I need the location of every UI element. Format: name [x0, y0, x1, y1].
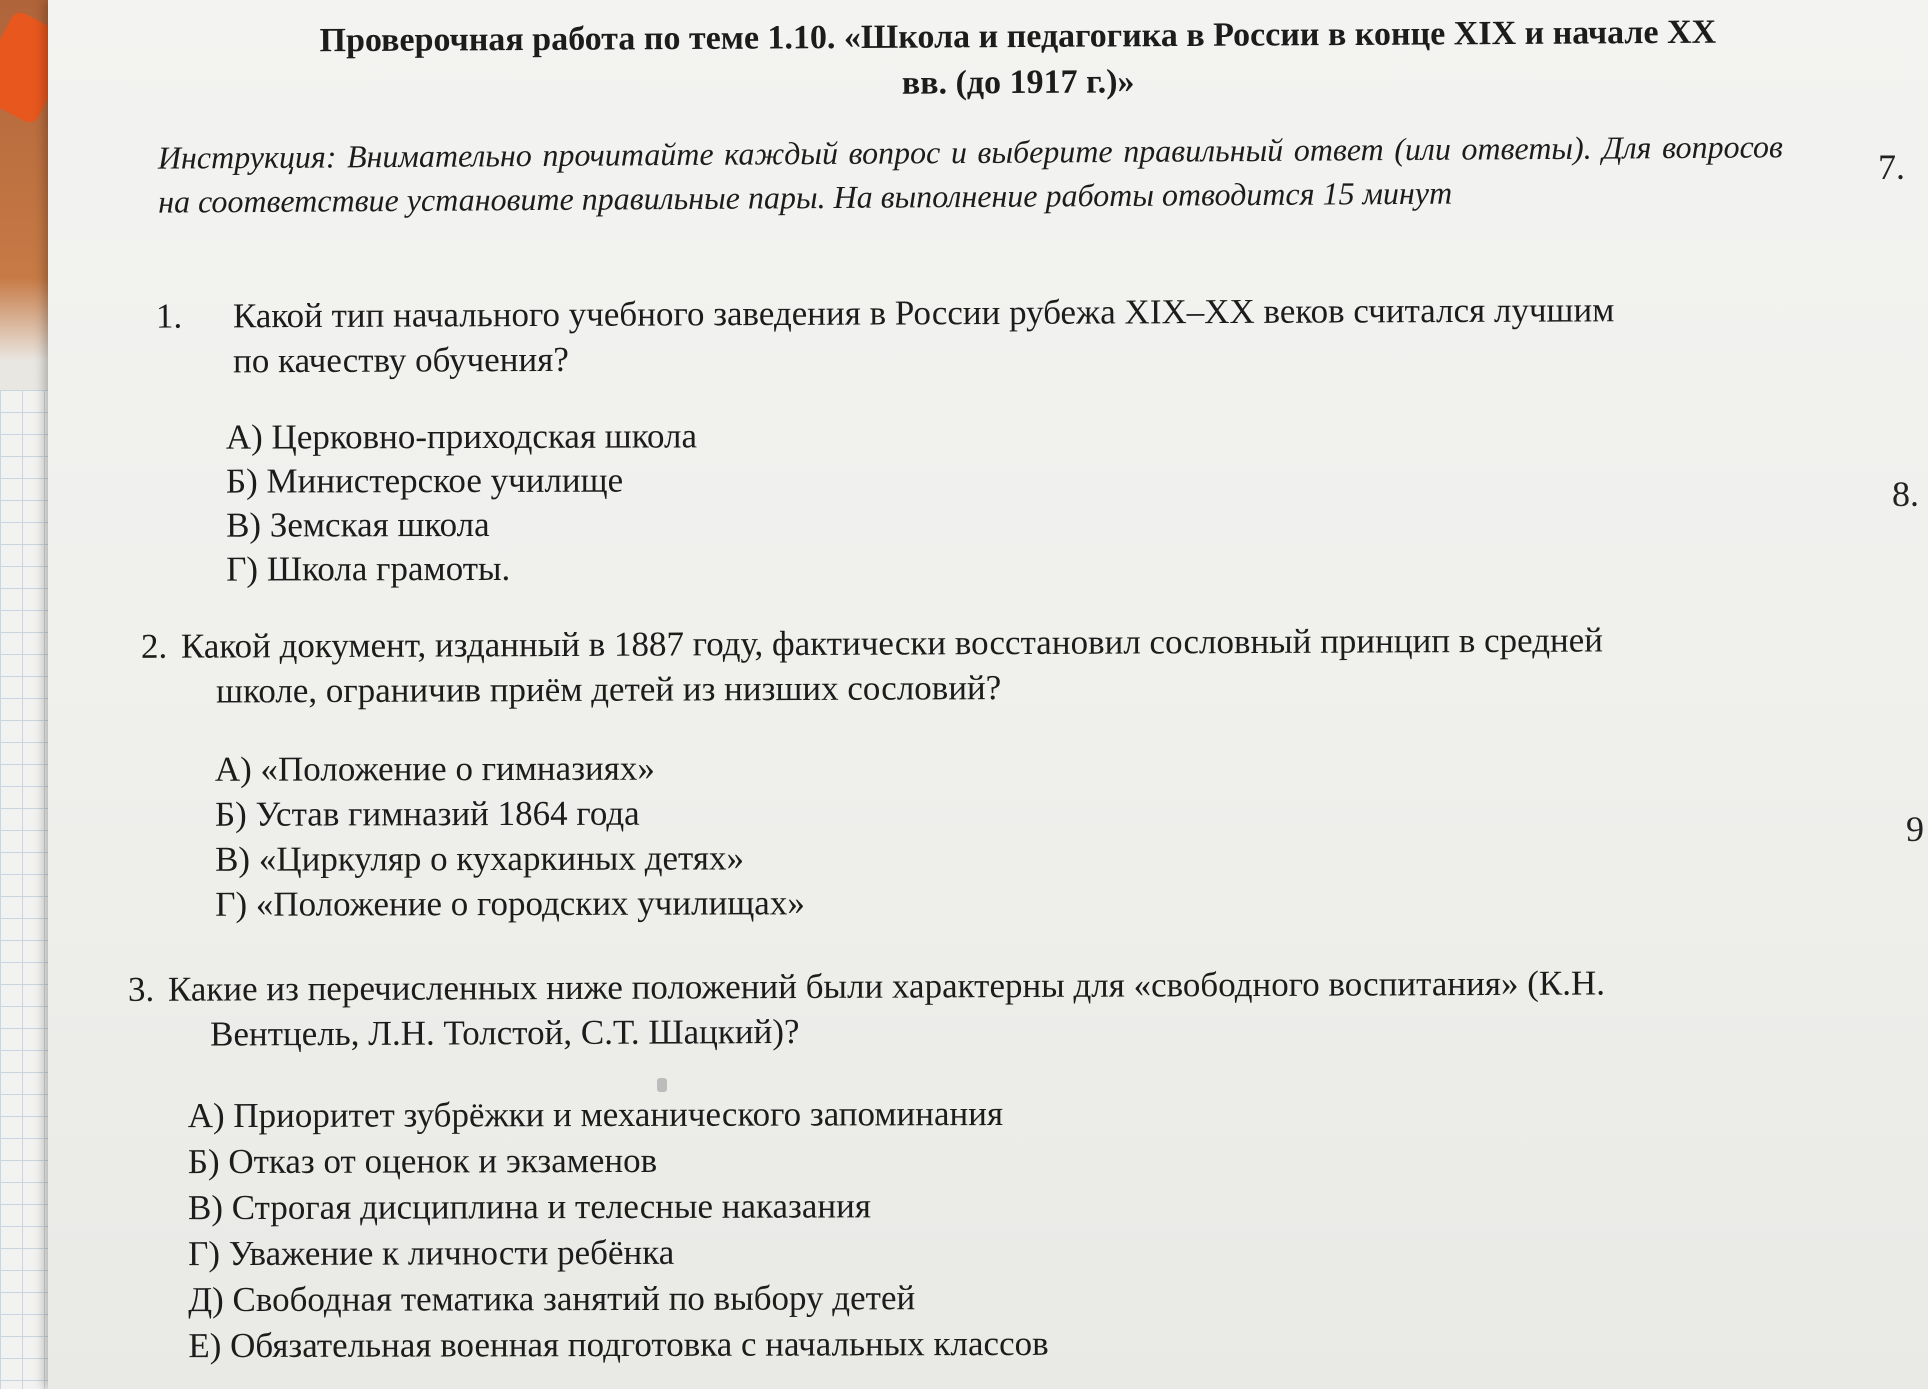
option-g: Г) «Положение о городских училищах» — [215, 883, 805, 924]
question-1 — [156, 286, 1836, 383]
option-b: Б) Министерское училище — [225, 460, 624, 501]
page-title — [198, 9, 1839, 111]
option-v: В) Строгая дисциплина и телесные наказания — [187, 1186, 872, 1228]
option-v: В) «Циркуляр о кухаркиных детях» — [215, 838, 744, 879]
option-b: Б) Отказ от оценок и экзаменов — [187, 1140, 658, 1182]
instruction-text: Инструкция: Внимательно прочитайте каждый вопрос и выберите правильный ответ (или ответы). Для вопросов на соответствие установите правильные пары. На выполнение работы отводится 15 минут — [157, 128, 1783, 220]
option-e: Е) Обязательная военная подготовка с начальных классов — [188, 1323, 1049, 1366]
question-number: 1. — [155, 296, 183, 336]
option-d: Д) Свободная тематика занятий по выбору детей — [188, 1278, 916, 1320]
question-text-line-2: Вентцель, Л.Н. Толстой, С.Т. Шацкий)? — [210, 1011, 800, 1054]
title-line-2: вв. (до 1917 г.)» — [901, 63, 1135, 102]
option-v: В) Земская школа — [226, 504, 490, 545]
question-text-line-1: Какие из перечисленных ниже положений были характерны для «свободного воспитания» (К.Н. — [167, 963, 1606, 1009]
question-text-line-1: Какой тип начального учебного заведения в России рубежа XIX–XX веков считался лучшим — [232, 290, 1615, 336]
option-a: А) «Положение о гимназиях» — [214, 748, 655, 789]
question-text-line-2: школе, ограничив приём детей из низших сословий? — [216, 668, 1002, 711]
option-a: А) Приоритет зубрёжки и механического запоминания — [187, 1093, 1004, 1136]
question-2-options — [215, 745, 805, 927]
option-b: Б) Устав гимназий 1864 года — [214, 793, 640, 834]
question-3 — [128, 959, 1918, 1057]
margin-number-8: 8. — [1892, 474, 1919, 514]
margin-number-9: 9 — [1906, 809, 1924, 849]
option-g: Г) Школа грамоты. — [226, 548, 511, 589]
test-sheet — [48, 0, 1928, 1389]
option-a: А) Церковно-приходская школа — [225, 416, 698, 457]
paper-speck — [657, 1078, 667, 1092]
question-3-options — [188, 1091, 1049, 1369]
question-number: 3. — [127, 969, 155, 1009]
question-1-options — [226, 414, 698, 591]
question-text-line-1: Какой документ, изданный в 1887 году, фактически восстановил сословный принцип в средней — [180, 620, 1604, 666]
question-text-line-2: по качеству обучения? — [233, 339, 569, 381]
option-g: Г) Уважение к личности ребёнка — [188, 1232, 675, 1274]
title-line-1: Проверочная работа по теме 1.10. «Школа и педагогика в России в конце XIX и начале XX — [319, 13, 1717, 60]
question-2 — [141, 616, 1901, 714]
question-number: 2. — [140, 626, 168, 666]
margin-number-7: 7. — [1878, 147, 1905, 187]
